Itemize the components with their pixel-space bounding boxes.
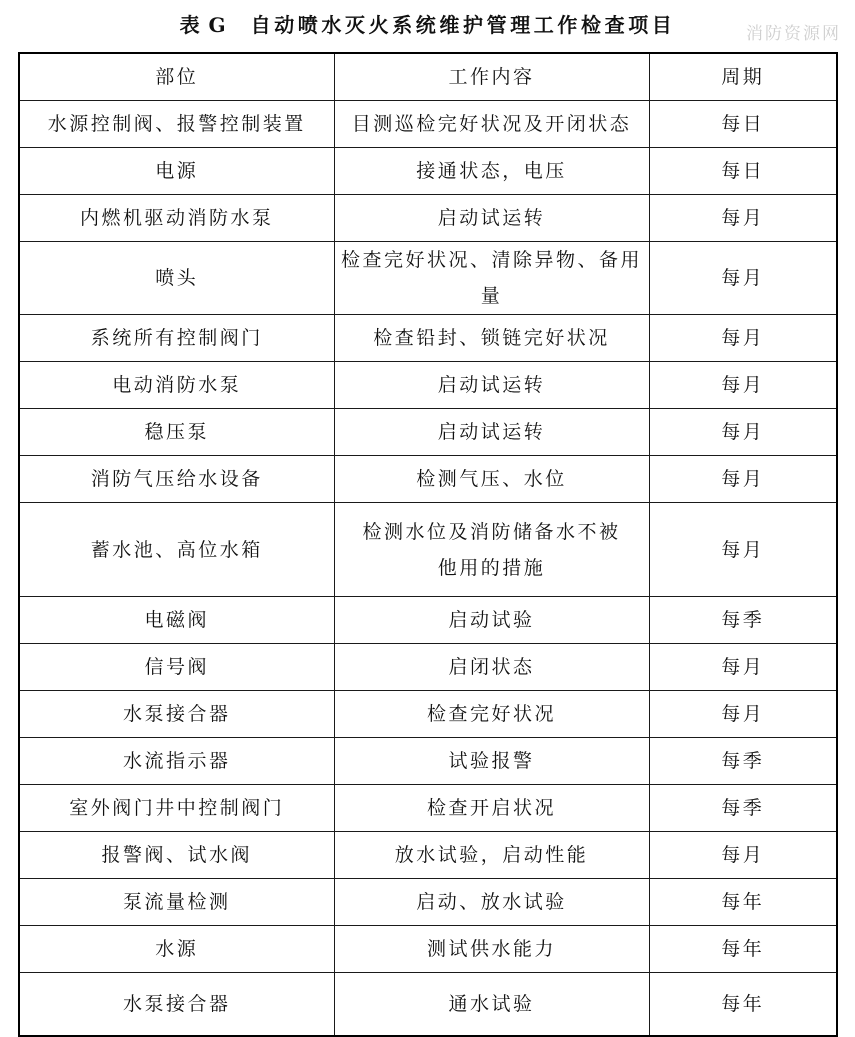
table-row (19, 691, 837, 738)
table-row (19, 738, 837, 785)
inspection-table (18, 52, 838, 1037)
content-cell: 接通状态，电压 (334, 148, 649, 195)
item-cell: 泵流量检测 (19, 879, 334, 926)
table-number: 表 G (179, 13, 227, 37)
period-cell: 每年 (649, 973, 837, 1037)
page-title (0, 11, 855, 39)
content-cell: 启闭状态 (334, 644, 649, 691)
period-cell: 每月 (649, 644, 837, 691)
period-cell: 每季 (649, 738, 837, 785)
period-cell: 每日 (649, 101, 837, 148)
item-cell: 稳压泵 (19, 409, 334, 456)
item-cell: 系统所有控制阀门 (19, 315, 334, 362)
content-cell: 启动试运转 (334, 362, 649, 409)
content-cell: 测试供水能力 (334, 926, 649, 973)
period-cell: 每月 (649, 456, 837, 503)
period-cell: 每月 (649, 242, 837, 315)
table-row (19, 101, 837, 148)
item-cell: 水源 (19, 926, 334, 973)
content-cell: 检查开启状况 (334, 785, 649, 832)
item-cell: 消防气压给水设备 (19, 456, 334, 503)
content-cell: 启动试运转 (334, 409, 649, 456)
period-cell: 每日 (649, 148, 837, 195)
content-cell: 启动试验 (334, 597, 649, 644)
period-cell: 每季 (649, 597, 837, 644)
item-cell: 内燃机驱动消防水泵 (19, 195, 334, 242)
header-item: 部位 (19, 53, 334, 101)
item-cell: 电动消防水泵 (19, 362, 334, 409)
header-period: 周期 (649, 53, 837, 101)
content-cell: 检查铅封、锁链完好状况 (334, 315, 649, 362)
content-cell: 目测巡检完好状况及开闭状态 (334, 101, 649, 148)
period-cell: 每月 (649, 195, 837, 242)
item-cell: 水泵接合器 (19, 973, 334, 1037)
table-row (19, 926, 837, 973)
item-cell: 喷头 (19, 242, 334, 315)
item-cell: 报警阀、试水阀 (19, 832, 334, 879)
item-cell: 水源控制阀、报警控制装置 (19, 101, 334, 148)
table-row (19, 242, 837, 315)
table-row (19, 785, 837, 832)
period-cell: 每月 (649, 503, 837, 597)
table-row (19, 503, 837, 597)
content-cell: 检查完好状况 (334, 691, 649, 738)
table-row (19, 644, 837, 691)
table-row (19, 879, 837, 926)
table-row (19, 409, 837, 456)
content-cell: 启动试运转 (334, 195, 649, 242)
period-cell: 每月 (649, 409, 837, 456)
period-cell: 每月 (649, 315, 837, 362)
table-row (19, 973, 837, 1037)
table-row (19, 315, 837, 362)
content-cell: 检测水位及消防储备水不被 他用的措施 (334, 503, 649, 597)
item-cell: 信号阀 (19, 644, 334, 691)
item-cell: 水流指示器 (19, 738, 334, 785)
table-header-row (19, 53, 837, 101)
table-row (19, 148, 837, 195)
period-cell: 每季 (649, 785, 837, 832)
content-cell: 试验报警 (334, 738, 649, 785)
period-cell: 每年 (649, 926, 837, 973)
period-cell: 每月 (649, 832, 837, 879)
content-cell: 检查完好状况、清除异物、备用量 (334, 242, 649, 315)
item-cell: 室外阀门井中控制阀门 (19, 785, 334, 832)
table-row (19, 832, 837, 879)
table-row (19, 195, 837, 242)
header-content: 工作内容 (334, 53, 649, 101)
content-cell: 放水试验，启动性能 (334, 832, 649, 879)
item-cell: 电源 (19, 148, 334, 195)
content-cell: 检测气压、水位 (334, 456, 649, 503)
item-cell: 蓄水池、高位水箱 (19, 503, 334, 597)
table-body (19, 101, 837, 1037)
table-row (19, 362, 837, 409)
period-cell: 每月 (649, 691, 837, 738)
item-cell: 电磁阀 (19, 597, 334, 644)
table-title: 自动喷水灭火系统维护管理工作检查项目 (250, 13, 676, 37)
content-cell: 启动、放水试验 (334, 879, 649, 926)
item-cell: 水泵接合器 (19, 691, 334, 738)
period-cell: 每年 (649, 879, 837, 926)
table-row (19, 456, 837, 503)
content-cell: 通水试验 (334, 973, 649, 1037)
period-cell: 每月 (649, 362, 837, 409)
table-row (19, 597, 837, 644)
watermark-text: 消防资源网 (746, 24, 841, 44)
